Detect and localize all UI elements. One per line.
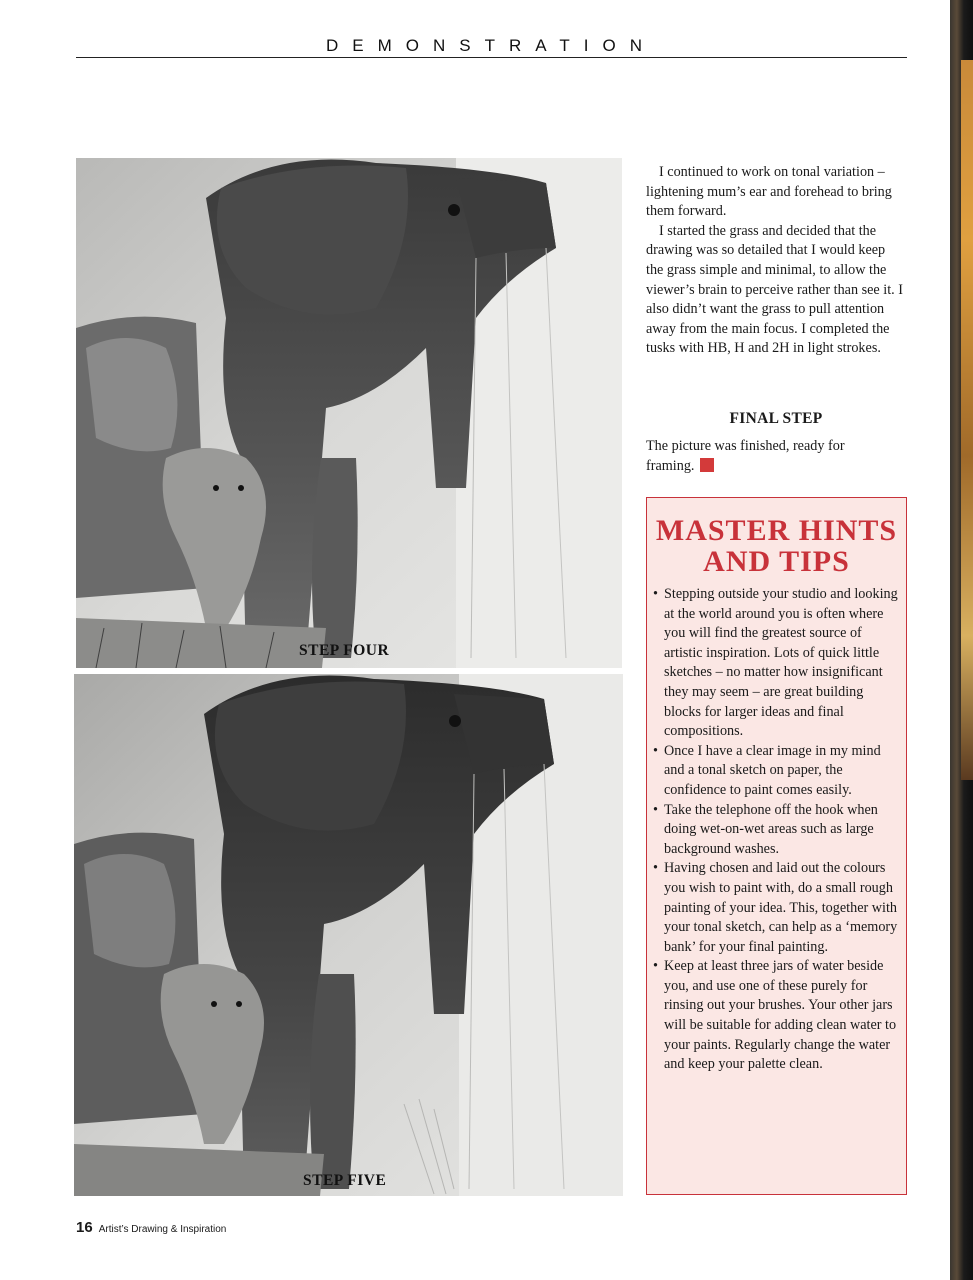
page-number: 16: [76, 1219, 93, 1236]
step-four-caption: STEP FOUR: [299, 642, 390, 659]
elephant-drawing-illustration: [76, 158, 622, 668]
step-four-drawing: [76, 158, 622, 668]
header-rule: [76, 57, 907, 58]
tip-item: • Having chosen and laid out the colours you wish to paint with, do a small rough painting of your idea. This, together with your tonal sketch, can help as a ‘memory bank’ for your final painting.: [653, 859, 900, 957]
final-step-heading: FINAL STEP: [729, 410, 823, 427]
section-header: DEMONSTRATION: [326, 36, 656, 55]
body-paragraph: I continued to work on tonal variation – lightening mum’s ear and forehead to bring them forward.: [646, 164, 892, 220]
elephant-drawing-illustration: [74, 674, 623, 1196]
end-of-article-marker: [700, 458, 714, 472]
tip-item: • Take the telephone off the hook when doing wet-on-wet areas such as large background washes.: [653, 801, 900, 860]
tip-item: • Stepping outside your studio and looking at the world around you is often where you will find the greatest source of artistic inspiration. Lots of quick little sketches – no matter how insignificant they may seem – are great building blocks for larger ideas and final compositions.: [653, 585, 900, 742]
body-text: [646, 163, 906, 359]
step-five-drawing: [74, 674, 623, 1196]
body-paragraph: I started the grass and decided that the drawing was so detailed that I would keep the grass simple and minimal, to allow the viewer’s brain to perceive rather than see it. I also didn’t want the grass to pull attention away from the main focus. I completed the tusks with HB, H and 2H in light strokes.: [646, 222, 903, 357]
step-five-caption: STEP FIVE: [303, 1172, 387, 1189]
final-step-body: The picture was finished, ready for framing.: [646, 438, 845, 474]
adjacent-page-artwork: [961, 60, 973, 780]
tips-title: MASTER HINTS AND TIPS: [655, 514, 898, 578]
publication-name: Artist’s Drawing & Inspiration: [98, 1224, 227, 1235]
tips-list: [647, 585, 906, 1075]
page-footer: [76, 1219, 226, 1237]
tip-item: • Once I have a clear image in my mind and a tonal sketch on paper, the confidence to paint comes easily.: [653, 742, 900, 801]
final-step-text: [646, 437, 886, 476]
tip-item: • Keep at least three jars of water beside you, and use one of these purely for rinsing out your brushes. Your other jars will be suitable for adding clean water to your paints. Regularly change the water and keep your palette clean.: [653, 957, 900, 1075]
master-tips-box: [646, 497, 907, 1195]
